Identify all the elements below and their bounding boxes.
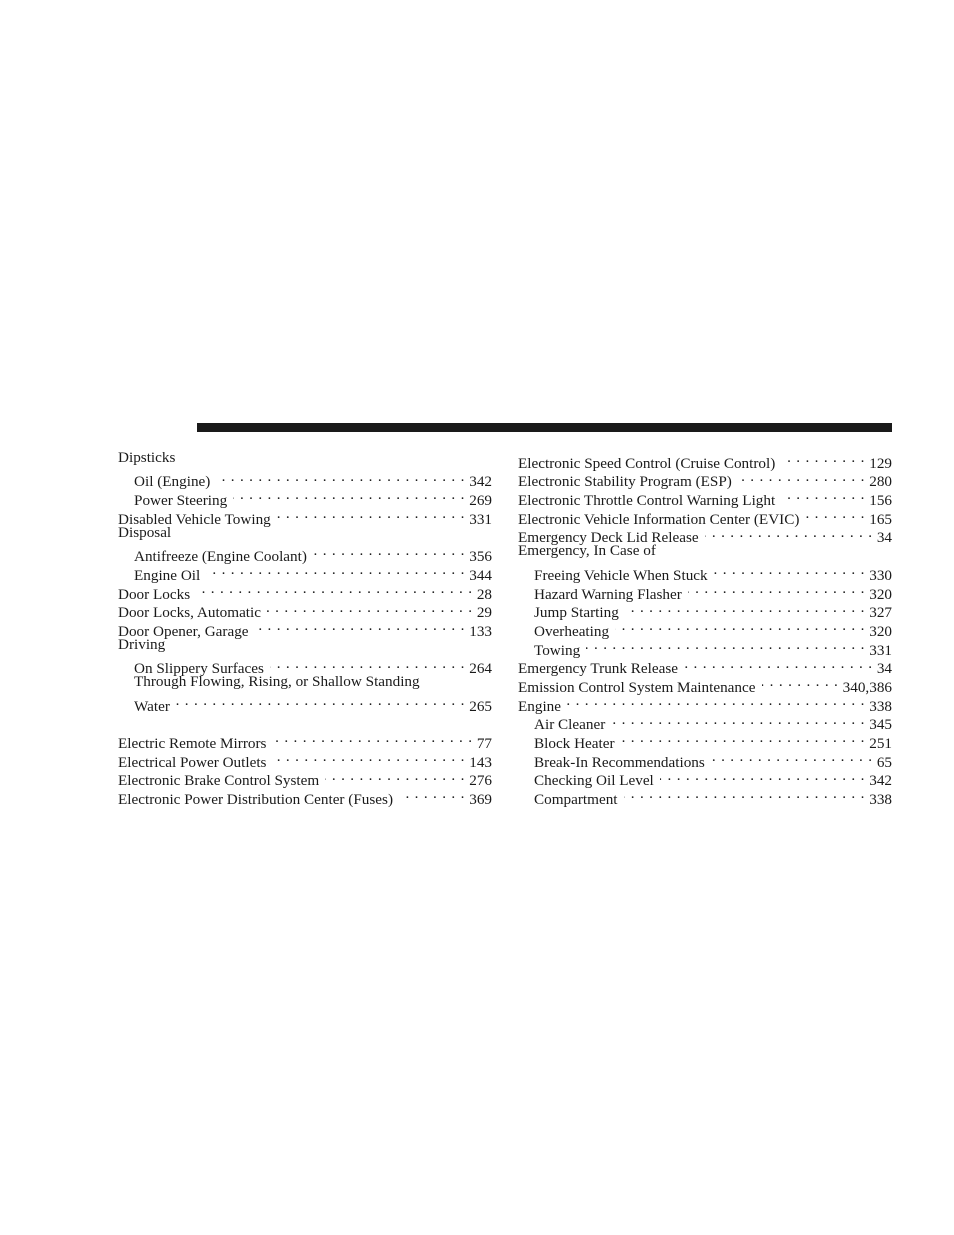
index-entry-page: 77 — [476, 735, 492, 753]
index-entry-page: 265 — [469, 697, 492, 715]
index-entry-label: Door Locks — [118, 585, 191, 603]
index-entry-page: 129 — [869, 454, 892, 472]
index-entry-page: 330 — [869, 566, 892, 584]
dot-leader — [714, 561, 866, 580]
index-entry-page: 133 — [469, 622, 492, 640]
dot-leader — [567, 692, 865, 711]
index-entry-label: Electric Remote Mirrors — [118, 735, 267, 753]
index-entry — [518, 449, 892, 472]
index-entry-label: Emergency Deck Lid Release — [518, 529, 699, 547]
dot-leader — [688, 580, 865, 599]
index-entry-page: 251 — [869, 735, 892, 753]
index-entry-label: Oil (Engine) — [134, 473, 211, 491]
index-entry-label: Dipsticks — [118, 449, 176, 466]
index-entry-label: Hazard Warning Flasher — [534, 585, 682, 603]
index-entry-page: 327 — [869, 604, 892, 622]
index-entry-page: 280 — [869, 473, 892, 491]
index-entry-page: 165 — [869, 510, 892, 528]
index-subentry — [118, 692, 492, 715]
dot-leader — [325, 767, 465, 786]
index-entry-label: Door Locks, Automatic — [118, 604, 261, 622]
dot-leader — [176, 692, 465, 711]
index-column-right — [518, 449, 892, 809]
dot-leader — [684, 655, 873, 674]
index-entry-page: 28 — [476, 585, 492, 603]
index-entry — [118, 729, 492, 753]
index-entry-page: 338 — [869, 697, 892, 715]
index-entry-label: On Slippery Surfaces — [134, 660, 264, 678]
index-entry-label: Water — [134, 697, 170, 715]
dot-leader — [206, 561, 465, 580]
index-entry-page: 276 — [469, 772, 492, 790]
index-entry-label: Disabled Vehicle Towing — [118, 510, 271, 528]
dot-leader — [621, 729, 866, 748]
index-entry-page: 344 — [469, 566, 492, 584]
index-entry-label: Block Heater — [534, 735, 615, 753]
index-entry — [518, 542, 892, 561]
dot-leader — [624, 785, 866, 804]
index-entry-label: Checking Oil Level — [534, 772, 654, 790]
index-entry-label: Freeing Vehicle When Stuck — [534, 566, 708, 584]
index-entry-label: Emergency Trunk Release — [518, 660, 679, 678]
dot-leader — [255, 617, 466, 636]
index-entry-label: Electronic Throttle Control Warning Light — [518, 492, 776, 510]
index-entry-label: Electronic Vehicle Information Center (EVIC) — [518, 510, 800, 528]
dot-leader — [233, 486, 465, 505]
index-entry-label: Through Flowing, Rising, or Shallow Standing — [134, 673, 420, 691]
index-subentry — [118, 468, 492, 491]
index-entry-page: 29 — [476, 604, 492, 622]
index-entry-page: 143 — [469, 753, 492, 771]
index-entry-label: Air Cleaner — [534, 716, 606, 734]
index-entry-label: Electronic Brake Control System — [118, 772, 320, 790]
dot-leader — [781, 486, 865, 505]
dot-leader — [313, 542, 465, 561]
dot-leader — [762, 673, 839, 692]
index-entry-page: 338 — [869, 791, 892, 809]
index-entry-page: 156 — [869, 492, 892, 510]
index-entry-label: Disposal — [118, 523, 172, 541]
index-entry-label: Engine Oil — [134, 566, 201, 584]
index-subentry — [118, 655, 492, 678]
dot-leader — [399, 785, 465, 804]
index-subentry — [518, 561, 892, 584]
index-entry-page: 34 — [876, 529, 892, 547]
dot-leader — [270, 655, 465, 674]
index-entry-label: Electronic Speed Control (Cruise Control) — [518, 454, 776, 472]
index-entry-label: Driving — [118, 635, 166, 653]
index-entry-page: 331 — [469, 510, 492, 528]
dot-leader — [615, 617, 865, 636]
index-entry-label: Antifreeze (Engine Coolant) — [134, 548, 307, 566]
dot-leader — [216, 468, 465, 487]
dot-leader — [781, 449, 865, 468]
index-entry-label: Door Opener, Garage — [118, 622, 249, 640]
dot-leader — [272, 729, 472, 748]
index-subentry — [518, 711, 892, 734]
index-entry-label: Jump Starting — [534, 604, 619, 622]
index-entry-label: Engine — [518, 697, 562, 715]
dot-leader — [805, 505, 865, 524]
index-entry-label: Power Steering — [134, 492, 228, 510]
index-entry — [518, 692, 892, 715]
dot-leader — [738, 468, 865, 487]
index-entry-page: 345 — [869, 716, 892, 734]
dot-leader — [711, 748, 873, 767]
index-entry-label: Towing — [534, 641, 581, 659]
index-entry-page: 320 — [869, 622, 892, 640]
dot-leader — [611, 711, 865, 730]
index-entry-label: Break-In Recommendations — [534, 753, 705, 771]
dot-leader — [196, 580, 473, 599]
index-entry-page: 369 — [469, 791, 492, 809]
dot-leader — [660, 767, 865, 786]
index-entry-label: Compartment — [534, 791, 618, 809]
index-entry-page: 356 — [469, 548, 492, 566]
index-entry-label: Electronic Power Distribution Center (Fuses) — [118, 791, 394, 809]
index-entry-page: 331 — [869, 641, 892, 659]
dot-leader — [277, 505, 465, 524]
index-entry-page: 269 — [469, 492, 492, 510]
index-subentry — [118, 673, 492, 692]
index-entry — [118, 449, 492, 468]
index-entry-page: 65 — [876, 753, 892, 771]
index-entry-label: Electrical Power Outlets — [118, 753, 267, 771]
dot-leader — [267, 599, 473, 618]
index-entry-page: 320 — [869, 585, 892, 603]
index-entry-page: 340,386 — [842, 678, 892, 696]
index-entry-label: Electronic Stability Program (ESP) — [518, 473, 732, 491]
index-entry-label: Overheating — [534, 622, 610, 640]
index-entry-page: 34 — [876, 660, 892, 678]
index-spacer — [118, 711, 492, 730]
index-entry-page: 264 — [469, 660, 492, 678]
dot-leader — [272, 748, 465, 767]
dot-leader — [705, 524, 873, 543]
index-entry-page: 342 — [869, 772, 892, 790]
dot-leader — [586, 636, 865, 655]
index-entry-page: 342 — [469, 473, 492, 491]
index-column-left — [118, 449, 492, 809]
dot-leader — [625, 599, 865, 618]
index-entry-label: Emergency, In Case of — [518, 542, 656, 560]
index-subentry — [118, 542, 492, 566]
header-rule — [197, 423, 892, 432]
index-entry-label: Emission Control System Maintenance — [518, 678, 756, 696]
